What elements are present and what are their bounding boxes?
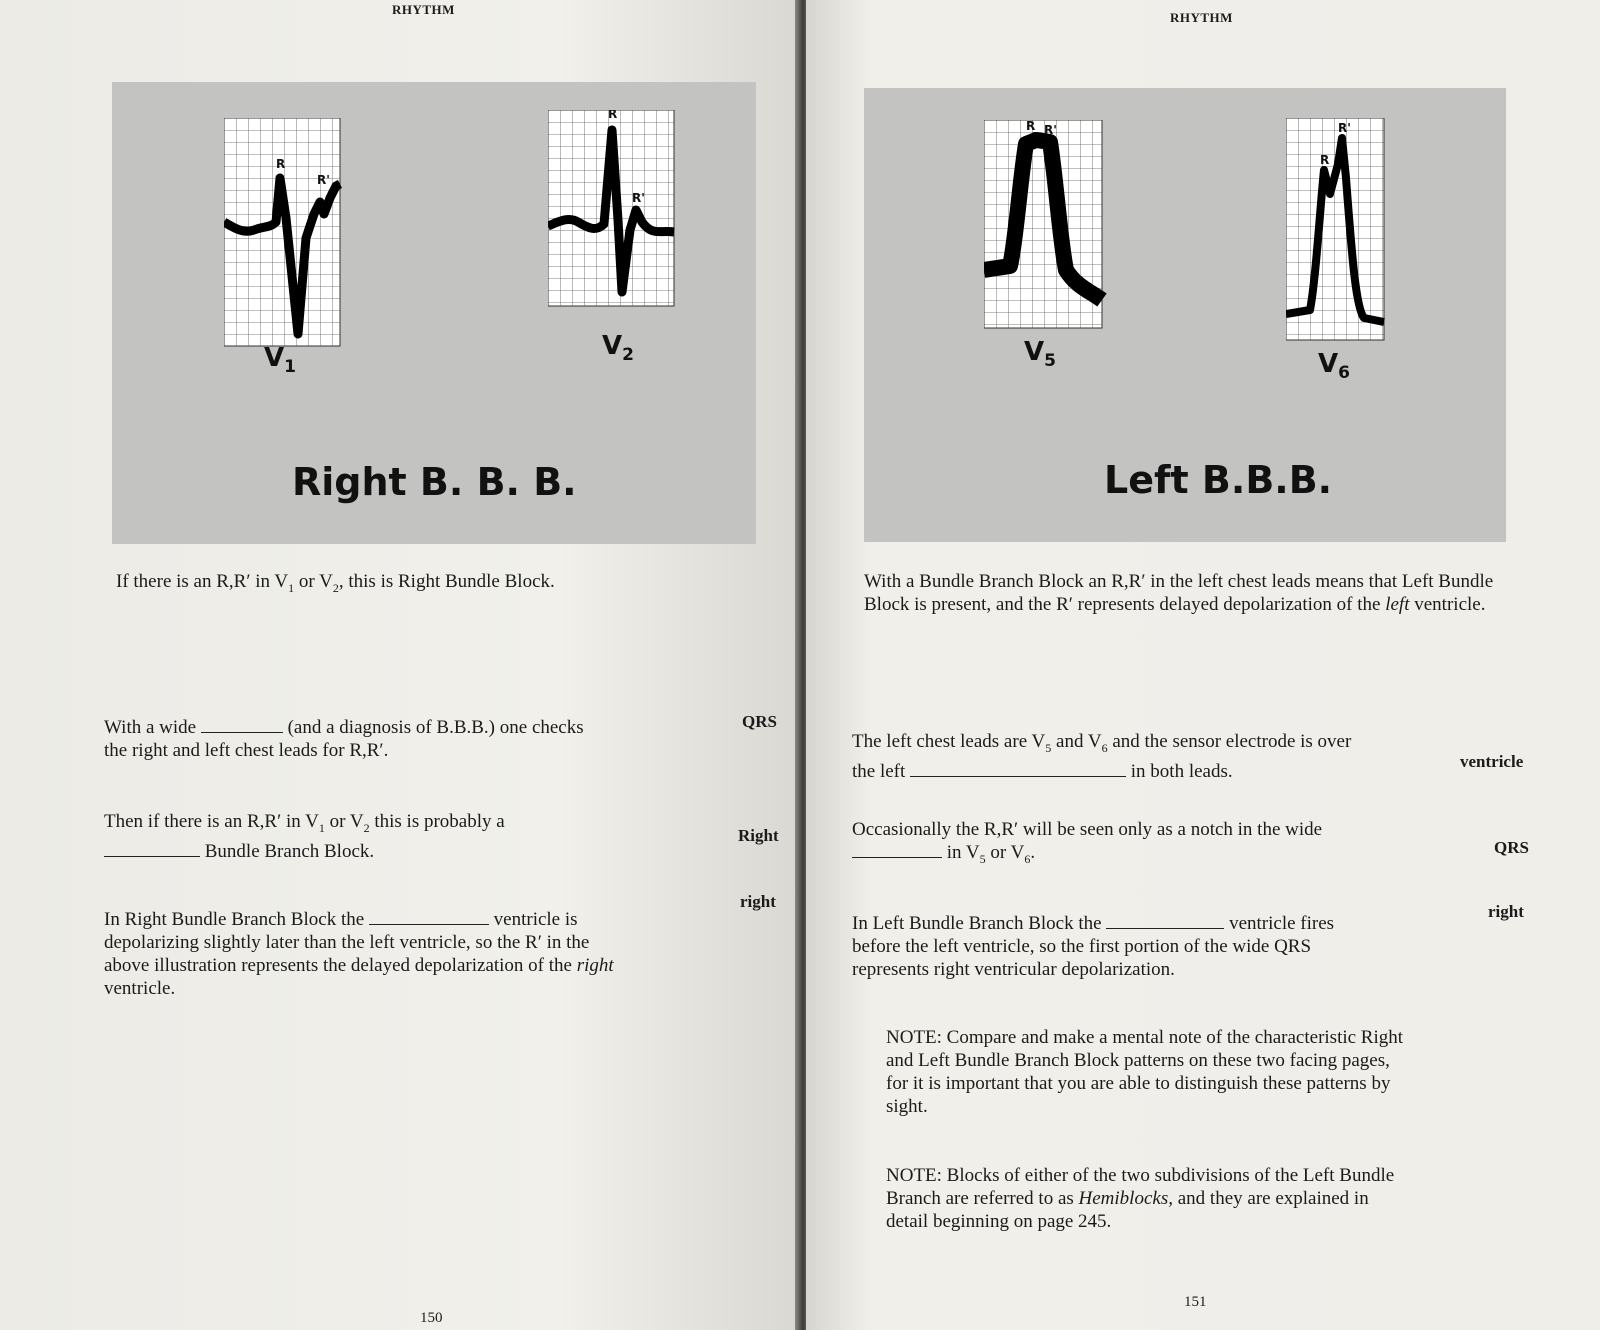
ecg-strip-v6 [1286, 118, 1390, 348]
frame-3: In Left Bundle Branch Block the ventricle fires before the left ventricle, so the first portion of the wide QRS represents right ventricular depolarization. [852, 913, 1335, 980]
peak-label-r: R [276, 157, 286, 171]
fill-in-blank [104, 855, 200, 857]
intro-text: With a Bundle Branch Block an R,R′ in the left chest leads means that Left Bundle Block is present, and the R′ represents delayed depolarization of the left ventricle. [864, 571, 1494, 615]
svg-text:V6: $V_6$ [1318, 349, 1350, 383]
fill-in-blank [1106, 927, 1224, 929]
figure-title: Left B.B.B. [1104, 458, 1333, 502]
peak-label-r-prime: R' [632, 191, 645, 205]
ecg-strip-v5 [984, 120, 1110, 338]
fill-in-blank [369, 923, 489, 925]
answer-1: QRS [742, 712, 777, 731]
fill-in-blank [201, 731, 283, 733]
lead-label-v6 [1316, 338, 1376, 388]
lead-label-v2 [600, 320, 660, 370]
lead-label-v5 [1022, 326, 1082, 376]
fill-in-blank [910, 775, 1126, 777]
page-number: 150 [420, 1310, 443, 1326]
fill-in-blank [852, 856, 942, 858]
frame-1: The left chest leads are $V_5$ and $V_6$ and the sensor electrode is over the left in both leads. [852, 731, 1352, 782]
right-page [806, 0, 1600, 1330]
peak-label-r-prime: R' [317, 173, 330, 187]
peak-label-r-prime: R' [1338, 121, 1351, 135]
ecg-strip-v1 [224, 118, 352, 358]
svg-text:V1: $V_1$ [264, 343, 296, 377]
running-head: RHYTHM [392, 2, 455, 17]
page-number: 151 [1184, 1294, 1207, 1310]
peak-label-r: R [1320, 153, 1330, 167]
answer-1: ventricle [1460, 752, 1524, 771]
frame-2: Then if there is an R,R′ in $V_1$ or $V_2$ this is probably a Bundle Branch Block. [104, 811, 505, 862]
lead-label-v1 [262, 332, 322, 382]
frame-2: Occasionally the R,R′ will be seen only as a notch in the wide in $V_5$ or $V_6$. [852, 819, 1323, 866]
note-2: NOTE: Blocks of either of the two subdivisions of the Left Bundle Branch are referred to as Hemiblocks, and they are explained in detail beginning on page 245. [886, 1165, 1395, 1232]
ecg-figure-left-bbb [864, 88, 1506, 542]
frame-1: With a wide (and a diagnosis of B.B.B.) one checks the right and left chest leads for R,R′. [104, 717, 584, 761]
ecg-figure-right-bbb [112, 82, 756, 544]
svg-text:V2: $V_2$ [602, 331, 634, 365]
answer-3: right [1488, 902, 1524, 921]
answer-3: right [740, 892, 776, 911]
answer-2: QRS [1494, 838, 1529, 857]
peak-label-r-prime: R' [1044, 123, 1057, 137]
peak-label-r: R [1026, 120, 1036, 133]
intro-text: If there is an R,R′ in $V_1$ or $V_2$, this is Right Bundle Block. [116, 571, 555, 595]
svg-text:V5: $V_5$ [1024, 337, 1056, 371]
figure-title: Right B. B. B. [292, 460, 577, 504]
running-head: RHYTHM [1170, 10, 1233, 25]
peak-label-r: R [608, 110, 618, 121]
answer-2: Right [738, 826, 779, 845]
note-1: NOTE: Compare and make a mental note of the characteristic Right and Left Bundle Branch Block patterns on these two facing pages, for it is important that you are able to distinguish these patterns by sight. [886, 1027, 1404, 1117]
ecg-strip-v2 [548, 110, 682, 320]
frame-3: In Right Bundle Branch Block the ventricle is depolarizing slightly later than the left ventricle, so the R′ in the above illustration represents the delayed depolarization of the right ventricle. [104, 909, 614, 999]
